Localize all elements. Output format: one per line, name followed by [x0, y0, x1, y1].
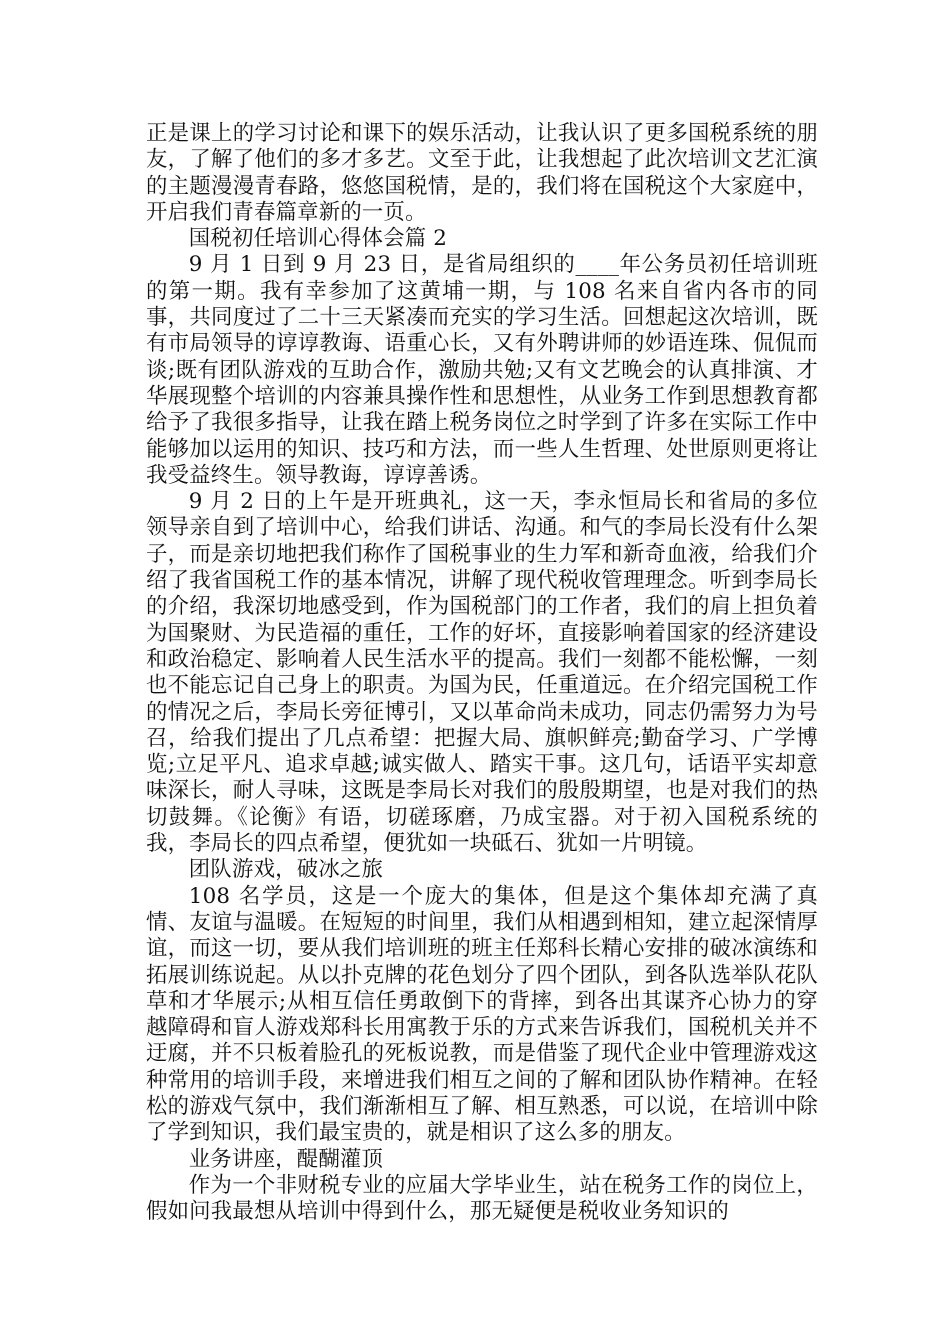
- paragraph-opening-ceremony: 9 月 2 日的上午是开班典礼，这一天，李永恒局长和省局的多位领导亲自到了培训中心，给我们讲话、沟通。和气的李局长没有什么架子，而是亲切地把我们称作了国税事业的生力军和新奇血液，给我们介绍了我省国税工作的基本情况，讲解了现代税收管理理念。听到李局长的介绍，我深切地感受到，作为国税部门的工作者，我们的肩上担负着为国聚财、为民造福的重任，工作的好坏，直接影响着国家的经济建设和政治稳定、影响着人民生活水平的提高。我们一刻都不能松懈，一刻也不能忘记自己身上的职责。为国为民，任重道远。在介绍完国税工作的情况之后，李局长旁征博引，又以革命尚未成功，同志仍需努力为号召，给我们提出了几点希望：把握大局、旗帜鲜亮;勤奋学习、广学博览;立足平凡、追求卓越;诚实做人、踏实干事。这几句，话语平实却意味深长，耐人寻味，这既是李局长对我们的殷殷期望，也是对我们的热切鼓舞。《论衡》有语，切磋琢磨，乃成宝器。对于初入国税系统的我，李局长的四点希望，便犹如一块砥石、犹如一片明镜。: [146, 489, 818, 857]
- paragraph-overview-rest: 年公务员初任培训班的第一期。我有幸参加了这黄埔一期，与 108 名来自省内各市的同事，共同度过了二十三天紧凑而充实的学习生活。回想起这次培训，既有市局领导的谆谆教诲、语重心长，又有外聘讲师的妙语连珠、侃侃而谈;既有团队游戏的互助合作，激励共勉;又有文艺晚会的认真排演、才华展现整个培训的内容兼具操作性和思想性，从业务工作到思想教育都给予了我很多指导，让我在踏上税务岗位之时学到了许多在实际工作中能够加以运用的知识、技巧和方法，而一些人生哲理、处世原则更将让我受益终生。领导教诲，谆谆善诱。: [146, 252, 818, 488]
- paragraph-business-lectures: 作为一个非财税专业的应届大学毕业生，站在税务工作的岗位上，假如问我最想从培训中得到什么，那无疑便是税收业务知识的: [146, 1172, 818, 1225]
- section-title-2: 国税初任培训心得体会篇 2: [188, 226, 448, 252]
- subheading-team-games: 团队游戏，破冰之旅: [188, 857, 384, 883]
- paragraph-overview-start: 9 月 1 日到 9 月 23 日，是省局组织的: [188, 252, 576, 278]
- document-page: [146, 121, 818, 1225]
- paragraph-intro: 正是课上的学习讨论和课下的娱乐活动，让我认识了更多国税系统的朋友，了解了他们的多才多艺。文至于此，让我想起了此次培训文艺汇演的主题漫漫青春路，悠悠国税情，是的，我们将在国税这个大家庭中，开启我们青春篇章新的一页。: [146, 121, 818, 225]
- subheading-business-lectures: 业务讲座，醍醐灌顶: [188, 1146, 384, 1172]
- fill-in-blank: ____: [575, 252, 620, 278]
- paragraph-team-games: 108 名学员，这是一个庞大的集体，但是这个集体却充满了真情、友谊与温暖。在短短的时间里，我们从相遇到相知，建立起深情厚谊，而这一切，要从我们培训班的班主任郑科长精心安排的破冰演练和拓展训练说起。从以扑克牌的花色划分了四个团队，到各队选举队花队草和才华展示;从相互信任勇敢倒下的背摔，到各出其谋齐心协力的穿越障碍和盲人游戏郑科长用寓教于乐的方式来告诉我们，国税机关并不迂腐，并不只板着脸孔的死板说教，而是借鉴了现代企业中管理游戏这种常用的培训手段，来增进我们相互之间的了解和团队协作精神。在轻松的游戏气氛中，我们渐渐相互了解、相互熟悉，可以说，在培训中除了学到知识，我们最宝贵的，就是相识了这么多的朋友。: [146, 883, 818, 1146]
- paragraph-training-overview: [146, 252, 818, 489]
